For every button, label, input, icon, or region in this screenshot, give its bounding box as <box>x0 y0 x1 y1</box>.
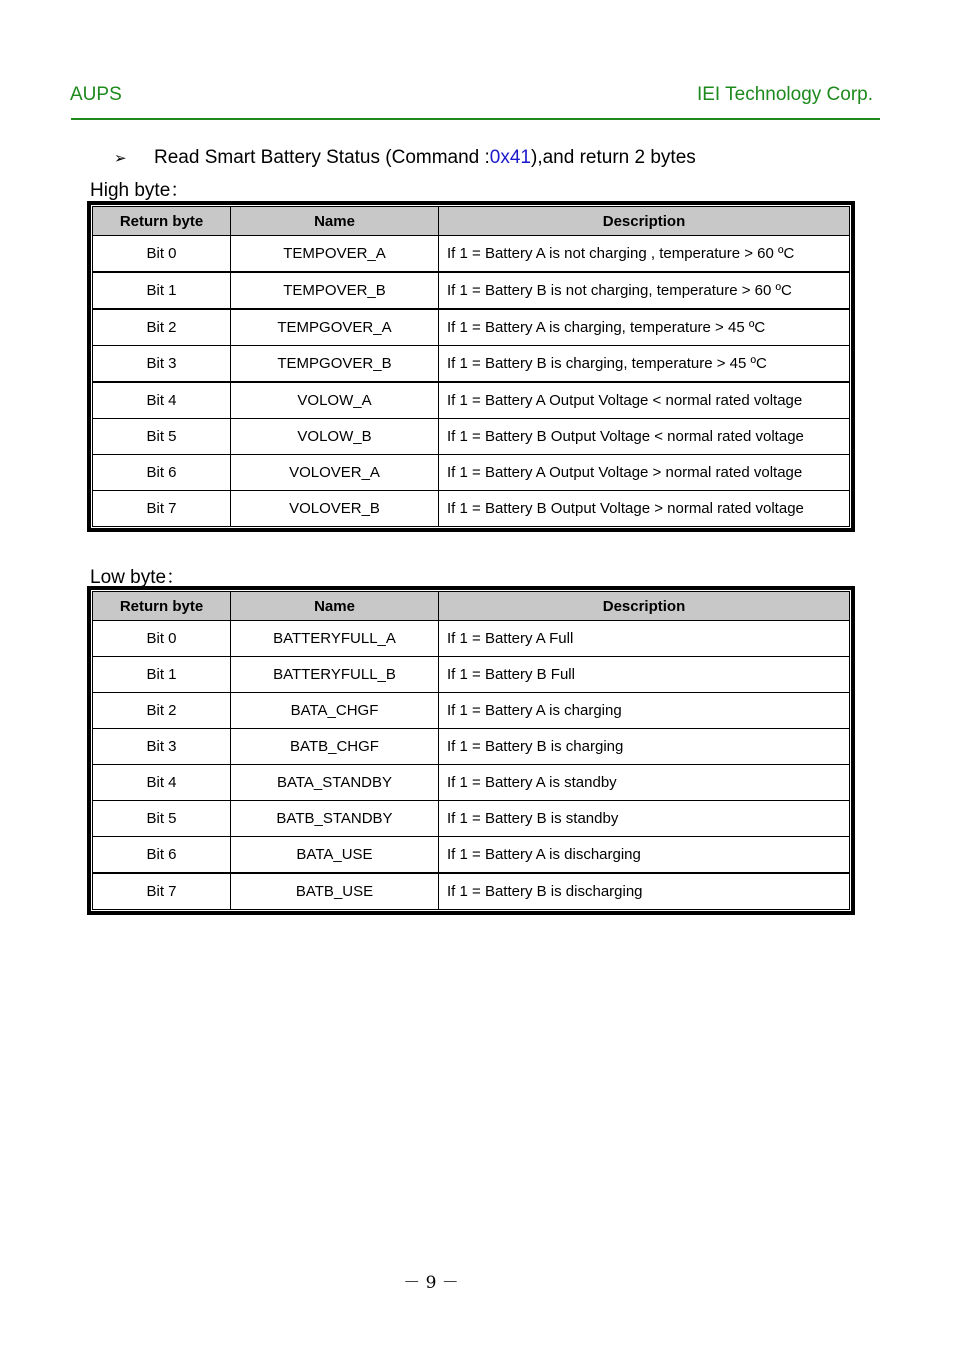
description-cell: If 1 = Battery B Output Voltage < normal rated voltage <box>439 419 850 455</box>
name-cell: VOLOVER_B <box>231 491 439 527</box>
header-product-name: AUPS <box>70 84 122 105</box>
header-company-name: IEI Technology Corp. <box>696 84 873 105</box>
description-cell: If 1 = Battery B is discharging <box>439 873 850 910</box>
bit-cell: Bit 5 <box>93 801 231 837</box>
table-row <box>93 801 850 837</box>
table-header-row <box>93 592 850 621</box>
bit-cell: Bit 2 <box>93 693 231 729</box>
description-cell: If 1 = Battery B is standby <box>439 801 850 837</box>
bit-cell: Bit 0 <box>93 236 231 273</box>
name-cell: VOLOW_B <box>231 419 439 455</box>
high-byte-table <box>87 201 855 532</box>
table-header-row <box>93 207 850 236</box>
table-row <box>93 837 850 874</box>
name-cell: BATTERYFULL_B <box>231 657 439 693</box>
bit-cell: Bit 6 <box>93 837 231 874</box>
table-row <box>93 873 850 910</box>
page-number: － 9 － <box>403 1273 459 1293</box>
command-description <box>114 147 696 169</box>
description-cell: If 1 = Battery B is not charging, temperature > 60 ºC <box>439 272 850 309</box>
column-header: Name <box>231 592 439 621</box>
bit-cell: Bit 4 <box>93 765 231 801</box>
bit-cell: Bit 6 <box>93 455 231 491</box>
table-row <box>93 657 850 693</box>
description-cell: If 1 = Battery A is discharging <box>439 837 850 874</box>
name-cell: BATA_STANDBY <box>231 765 439 801</box>
command-suffix: ),and return 2 bytes <box>531 147 696 168</box>
table-row <box>93 729 850 765</box>
description-cell: If 1 = Battery B Output Voltage > normal rated voltage <box>439 491 850 527</box>
low-byte-label: Low byte： <box>90 567 186 588</box>
bit-cell: Bit 3 <box>93 729 231 765</box>
name-cell: TEMPOVER_A <box>231 236 439 273</box>
bit-cell: Bit 7 <box>93 491 231 527</box>
column-header: Return byte <box>93 592 231 621</box>
table-row <box>93 309 850 346</box>
description-cell: If 1 = Battery A Output Voltage > normal rated voltage <box>439 455 850 491</box>
description-cell: If 1 = Battery A Output Voltage < normal rated voltage <box>439 382 850 419</box>
table-row <box>93 491 850 527</box>
low-byte-table <box>87 586 855 915</box>
column-header: Description <box>439 207 850 236</box>
name-cell: BATTERYFULL_A <box>231 621 439 657</box>
bit-cell: Bit 5 <box>93 419 231 455</box>
name-cell: TEMPGOVER_A <box>231 309 439 346</box>
name-cell: VOLOW_A <box>231 382 439 419</box>
column-header: Name <box>231 207 439 236</box>
high-byte-label: High byte： <box>90 180 190 201</box>
name-cell: TEMPGOVER_B <box>231 346 439 383</box>
description-cell: If 1 = Battery A is charging <box>439 693 850 729</box>
description-cell: If 1 = Battery A is standby <box>439 765 850 801</box>
header-divider <box>71 118 880 120</box>
description-cell: If 1 = Battery B is charging, temperature > 45 ºC <box>439 346 850 383</box>
description-cell: If 1 = Battery A Full <box>439 621 850 657</box>
name-cell: BATB_STANDBY <box>231 801 439 837</box>
description-cell: If 1 = Battery A is charging, temperature > 45 ºC <box>439 309 850 346</box>
table-row <box>93 455 850 491</box>
table-row <box>93 382 850 419</box>
name-cell: TEMPOVER_B <box>231 272 439 309</box>
table-row <box>93 765 850 801</box>
table-row <box>93 272 850 309</box>
bit-cell: Bit 1 <box>93 657 231 693</box>
name-cell: BATA_CHGF <box>231 693 439 729</box>
bit-cell: Bit 3 <box>93 346 231 383</box>
name-cell: BATB_USE <box>231 873 439 910</box>
column-header: Return byte <box>93 207 231 236</box>
table-row <box>93 621 850 657</box>
name-cell: BATB_CHGF <box>231 729 439 765</box>
table-row <box>93 419 850 455</box>
command-code: 0x41 <box>489 147 531 168</box>
arrow-bullet-icon: ➢ <box>114 150 127 167</box>
column-header: Description <box>439 592 850 621</box>
table-row <box>93 236 850 273</box>
table-row <box>93 346 850 383</box>
name-cell: VOLOVER_A <box>231 455 439 491</box>
description-cell: If 1 = Battery B is charging <box>439 729 850 765</box>
bit-cell: Bit 7 <box>93 873 231 910</box>
description-cell: If 1 = Battery A is not charging , temperature > 60 ºC <box>439 236 850 273</box>
name-cell: BATA_USE <box>231 837 439 874</box>
description-cell: If 1 = Battery B Full <box>439 657 850 693</box>
bit-cell: Bit 0 <box>93 621 231 657</box>
bit-cell: Bit 2 <box>93 309 231 346</box>
bit-cell: Bit 4 <box>93 382 231 419</box>
command-prefix: Read Smart Battery Status (Command : <box>154 147 490 168</box>
bit-cell: Bit 1 <box>93 272 231 309</box>
table-row <box>93 693 850 729</box>
